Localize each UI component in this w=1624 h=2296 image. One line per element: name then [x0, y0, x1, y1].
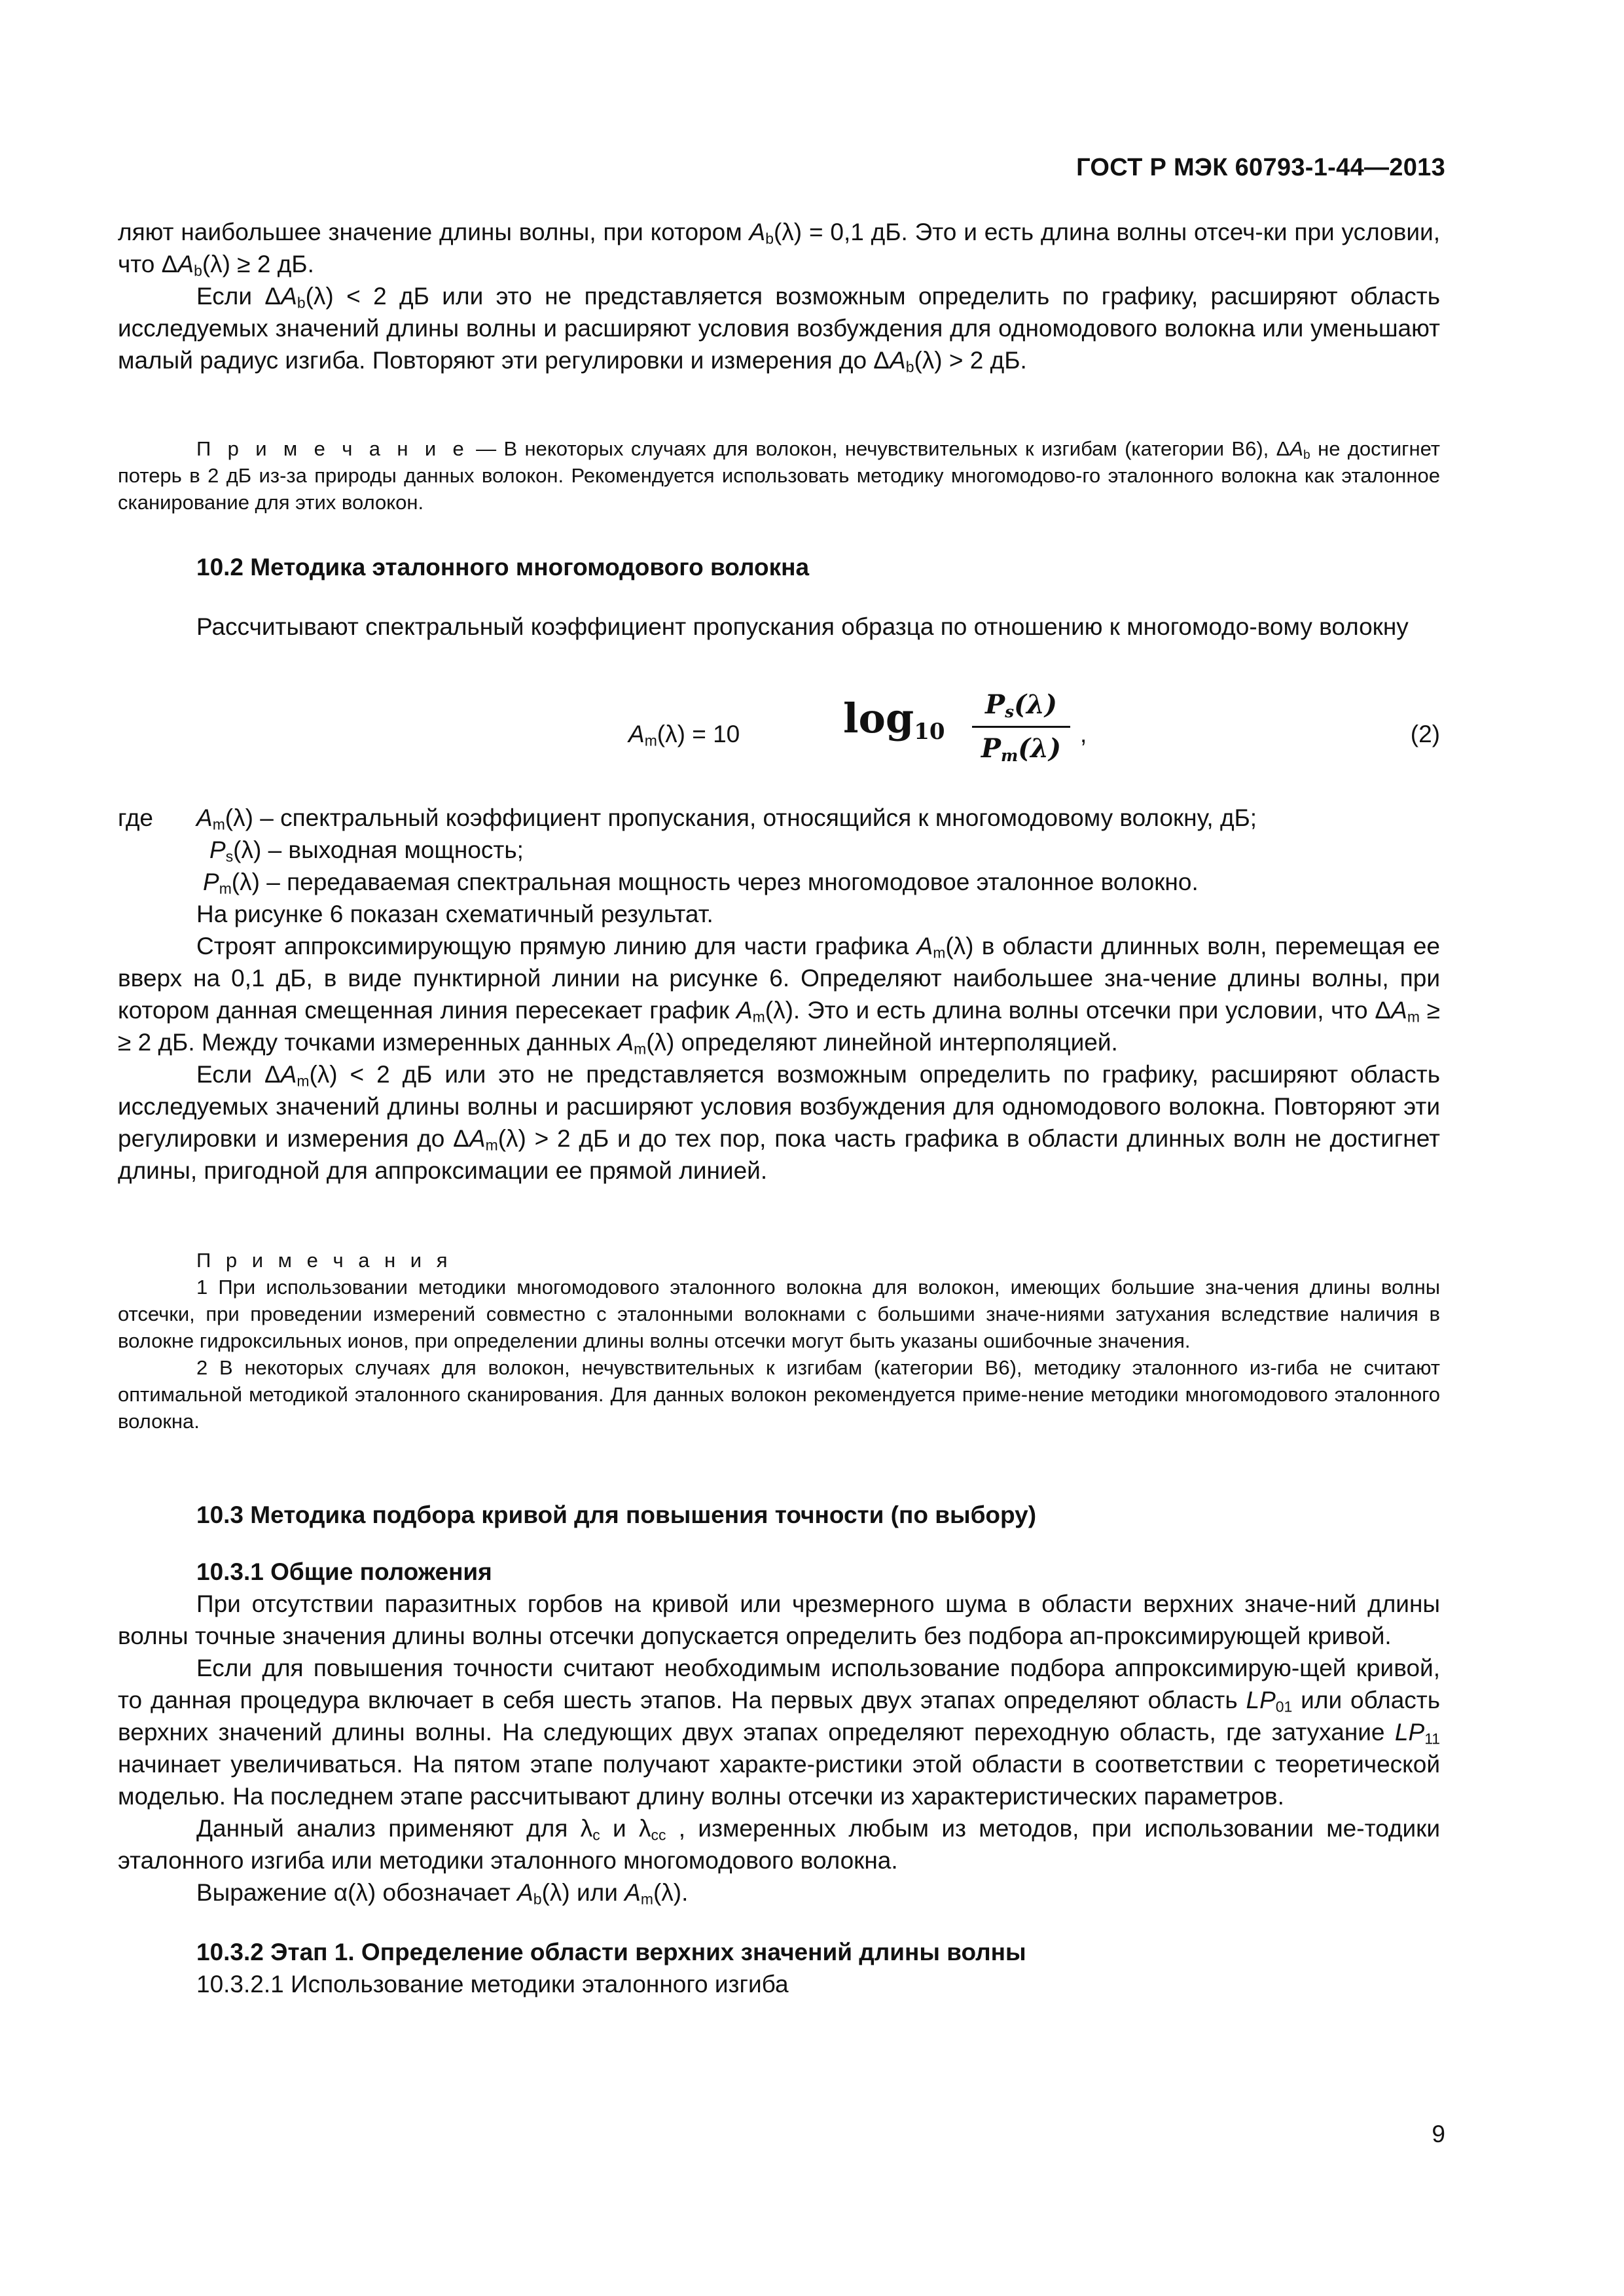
- note-item: 1 При использовании методики многомодового эталонного волокна для волокон, имеющих большие зна-чения длины волны отсечки, при проведении измерений совместно с эталонными волокнами с большими значе-ниями затухания вследствие наличия в волокне гидроксильных ионов, при определении длины волны отсечки могут быть указаны ошибочные значения.: [118, 1276, 1440, 1352]
- formula-lhs: $A_m(\lambda) = 10$: [628, 721, 740, 749]
- paragraph: На рисунке 6 показан схематичный результат.: [196, 901, 713, 927]
- paragraph: Если для повышения точности считают необходимым использование подбора аппроксимирую-щей кривой, то данная процедура включает в себя шесть этапов. На первых двух этапах определяют область $LP_{01}$ или область верхних значений длины волны. На следующих двух этапах определяют переходную область, где затухание $LP_{11}$ начинает увеличиваться. На пятом этапе получают характе-ристики этой области в соответствии с теоретической моделью. На последнем этапе рассчитывают длину волны отсечки из характеристических параметров.: [118, 1655, 1440, 1810]
- section-10-3: [118, 1499, 1440, 2000]
- note: П р и м е ч а н и е — В некоторых случаях для волокон, нечувствительных к изгибам (категории В6), $\Delta A_b$ не достигнет потерь в 2 дБ из-за природы данных волокон. Рекомендуется использовать методику многомодово-го эталонного волокна как эталонное сканирование для этих волокон.: [118, 437, 1440, 514]
- paragraph: Выражение α(λ) обозначает $A_b(\lambda)$ или $A_m(\lambda)$.: [196, 1879, 689, 1908]
- fraction-bar: [972, 726, 1070, 728]
- fraction-numerator: $P_s(\lambda)$: [985, 689, 1057, 722]
- fraction-denominator: $P_m(\lambda)$: [981, 733, 1062, 766]
- where-list: [118, 802, 1440, 898]
- formula-fraction: [972, 687, 1070, 767]
- note-item: 2 В некоторых случаях для волокон, нечувствительных к изгибам (категории В6), методику эталонного из-гиба не считают оптимальной методикой эталонного сканирования. Для данных волокон рекомендуется приме-нение методики многомодового эталонного волокна.: [118, 1356, 1440, 1433]
- paragraph: Если $\Delta A_m(\lambda) < 2$ дБ или это не представляется возможным определить по графику, расширяют область исследуемых значений длины волны и расширяют условия возбуждения для одномодового волокна. Повторяют эти регулировки и измерения до $\Delta A_m(\lambda) > 2$ дБ и до тех пор, пока часть графика в области длинных волн не достигнет длины, пригодной для аппроксимации ее прямой линией.: [118, 1061, 1441, 1184]
- paragraph: Рассчитывают спектральный коэффициент пропускания образца по отношению к многомодо-вому волокну: [196, 613, 1409, 640]
- document-header: ГОСТ Р МЭК 60793-1-44—2013: [1076, 154, 1445, 181]
- subsection-heading: 10.3.2 Этап 1. Определение области верхних значений длины волны: [196, 1939, 1026, 1965]
- body-block-2: [118, 898, 1440, 1187]
- subsection-heading: 10.3.1 Общие положения: [196, 1558, 492, 1585]
- intro-block: [118, 216, 1440, 376]
- section-heading: 10.3 Методика подбора кривой для повышения точности (по выбору): [196, 1501, 1037, 1528]
- notes-label: П р и м е ч а н и я: [196, 1249, 452, 1272]
- note-label: П р и м е ч а н и е: [196, 437, 469, 460]
- where-item: $P_m(\lambda)$ – передаваемая спектральная мощность через многомодовое эталонное волокно.: [203, 869, 1199, 897]
- note-block: [118, 435, 1440, 516]
- paragraph: Строят аппроксимирующую прямую линию для части графика $A_m(\lambda)$ в области длинных волн, перемещая ее вверх на 0,1 дБ, в виде пунктирной линии на рисунке 6. Определяют наибольшее зна-чение длины волны, при котором данная смещенная линия пересекает график $A_m(\lambda)$. Это и есть длина волны отсечки при условии, что $\Delta A_m$ ≥ ≥ 2 дБ. Между точками измеренных данных $A_m(\lambda)$ определяют линейной интерполяцией.: [118, 933, 1440, 1058]
- formula-number: (2): [1410, 721, 1440, 747]
- subsubsection-heading: 10.3.2.1 Использование методики эталонного изгиба: [196, 1971, 789, 1998]
- page-number: 9: [1432, 2121, 1445, 2147]
- paragraph: Если $\Delta A_b(\lambda) < 2$ дБ или это не представляется возможным определить по графику, расширяют область исследуемых значений длины волны и расширяют условия возбуждения для одномодового волокна или уменьшают малый радиус изгиба. Повторяют эти регулировки и измерения до $\Delta A_b(\lambda) > 2$ дБ.: [118, 283, 1440, 376]
- section-10-2: [118, 551, 1440, 643]
- section-heading: 10.2 Методика эталонного многомодового волокна: [196, 554, 810, 581]
- where-item: где $A_m(\lambda)$ – спектральный коэффициент пропускания, относящийся к многомодовому волокну, дБ;: [118, 804, 1257, 833]
- paragraph: При отсутствии паразитных горбов на кривой или чрезмерного шума в области верхних значе-ний длины волны точные значения длины волны отсечки допускается определить без подбора ап-проксимирующей кривой.: [118, 1590, 1440, 1649]
- paragraph: Данный анализ применяют для $\lambda_c$ и $\lambda_{cc}$ , измеренных любым из методов, при использовании ме-тодики эталонного изгиба или методики эталонного многомодового волокна.: [118, 1815, 1440, 1874]
- where-item: $P_s(\lambda)$ – выходная мощность;: [209, 836, 524, 865]
- formula-2: $A_m(\lambda) = 10$ $\log_{10}$ $P_s(\lambda)$ $P_m(\lambda)$ , (2): [118, 684, 1440, 782]
- notes-block: [118, 1247, 1440, 1435]
- paragraph: ляют наибольшее значение длины волны, при котором $A_b(\lambda) = 0,1$ дБ. Это и есть длина волны отсеч-ки при условии, что $\Delta A_b(\lambda) \ge 2$ дБ.: [118, 219, 1440, 279]
- formula-log: $\log_{10}$: [843, 694, 945, 745]
